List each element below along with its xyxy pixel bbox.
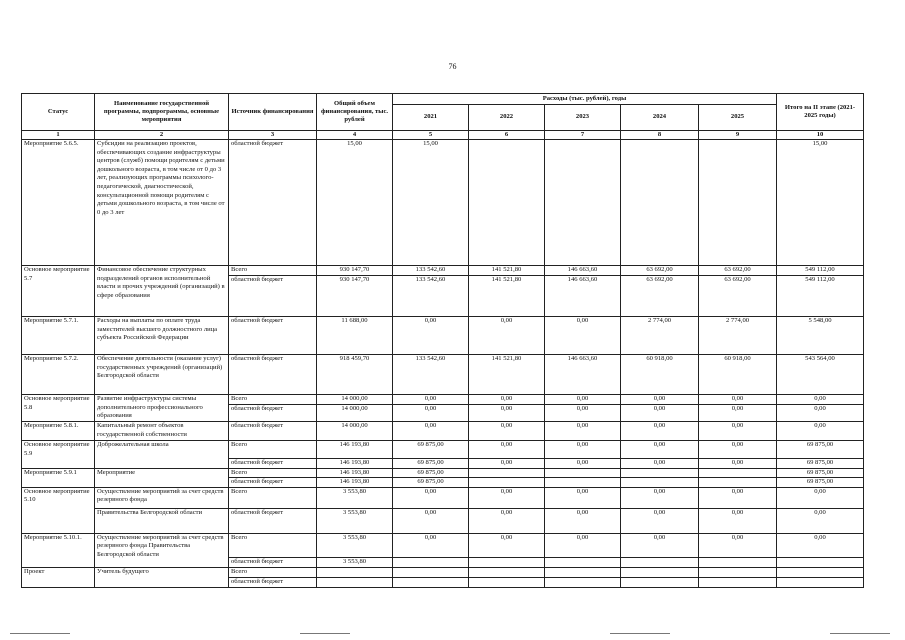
row-value-stage: 69 875,00 xyxy=(777,468,864,478)
row-value-y2023: 146 663,60 xyxy=(545,276,621,317)
row-value-y2022: 0,00 xyxy=(469,395,545,405)
table-row xyxy=(22,533,864,557)
row-value-y2024: 60 918,00 xyxy=(621,355,699,395)
row-value-stage: 5 548,00 xyxy=(777,317,864,355)
row-value-y2023: 0,00 xyxy=(545,459,621,469)
header-year-2023: 2023 xyxy=(545,105,621,131)
row-status: Мероприятие 5.6.5. xyxy=(22,140,95,266)
row-value-y2022 xyxy=(469,140,545,266)
row-value-y2025 xyxy=(699,140,777,266)
row-status: Основное мероприятие 5.10 xyxy=(22,487,95,533)
row-value-y2023: 0,00 xyxy=(545,395,621,405)
row-value-total: 930 147,70 xyxy=(317,276,393,317)
header-year-2021: 2021 xyxy=(393,105,469,131)
row-value-total: 3 553,80 xyxy=(317,557,393,567)
row-value-y2023: 0,00 xyxy=(545,422,621,441)
row-value-stage xyxy=(777,577,864,587)
row-value-y2025: 0,00 xyxy=(699,459,777,469)
row-value-y2023 xyxy=(545,577,621,587)
row-value-y2022: 0,00 xyxy=(469,405,545,422)
row-status: Мероприятие 5.9.1 xyxy=(22,468,95,487)
row-value-y2023 xyxy=(545,140,621,266)
header-status: Статус xyxy=(22,94,95,131)
row-value-y2025 xyxy=(699,557,777,567)
scan-rule xyxy=(300,633,350,634)
row-value-y2024 xyxy=(621,577,699,587)
row-value-y2024: 2 774,00 xyxy=(621,317,699,355)
row-value-y2023: 0,00 xyxy=(545,441,621,459)
row-value-stage: 69 875,00 xyxy=(777,459,864,469)
scan-rule xyxy=(10,633,70,634)
row-name: Осуществление мероприятий за счет средств резервного фонда Правительства Белгородской области xyxy=(95,533,229,567)
row-value-y2023 xyxy=(545,468,621,478)
table-row xyxy=(22,266,864,276)
row-value-y2024 xyxy=(621,478,699,488)
row-name: Учитель будущего xyxy=(95,567,229,587)
row-value-stage: 0,00 xyxy=(777,508,864,533)
row-value-y2025 xyxy=(699,468,777,478)
row-value-total: 14 000,00 xyxy=(317,405,393,422)
row-value-y2024 xyxy=(621,557,699,567)
row-value-total: 146 193,80 xyxy=(317,468,393,478)
row-status: Мероприятие 5.8.1. xyxy=(22,422,95,441)
table-row xyxy=(22,355,864,395)
row-source: областной бюджет xyxy=(229,276,317,317)
row-value-y2023: 0,00 xyxy=(545,405,621,422)
row-value-y2021: 0,00 xyxy=(393,487,469,508)
table-row xyxy=(22,441,864,459)
row-name: Развитие инфраструктуры системы дополнительного профессионального образования xyxy=(95,395,229,422)
row-source: областной бюджет xyxy=(229,355,317,395)
column-number: 10 xyxy=(777,131,864,140)
row-value-total: 146 193,80 xyxy=(317,459,393,469)
row-value-y2021: 133 542,60 xyxy=(393,276,469,317)
row-value-total: 3 553,80 xyxy=(317,508,393,533)
row-value-y2022: 141 521,80 xyxy=(469,266,545,276)
row-value-y2024: 0,00 xyxy=(621,487,699,508)
row-value-stage: 15,00 xyxy=(777,140,864,266)
row-status: Мероприятие 5.7.1. xyxy=(22,317,95,355)
row-status: Основное мероприятие 5.7 xyxy=(22,266,95,317)
row-value-total: 930 147,70 xyxy=(317,266,393,276)
row-status: Основное мероприятие 5.9 xyxy=(22,441,95,469)
row-value-y2025: 0,00 xyxy=(699,422,777,441)
row-value-y2021 xyxy=(393,567,469,577)
row-name: Капитальный ремонт объектов государственной собственности xyxy=(95,422,229,441)
row-value-y2024: 0,00 xyxy=(621,459,699,469)
row-value-y2025: 0,00 xyxy=(699,508,777,533)
row-value-total: 3 553,80 xyxy=(317,533,393,557)
row-value-stage: 0,00 xyxy=(777,533,864,557)
row-value-y2021: 0,00 xyxy=(393,317,469,355)
row-source: Всего xyxy=(229,567,317,577)
row-value-stage: 543 564,00 xyxy=(777,355,864,395)
row-value-y2025: 0,00 xyxy=(699,395,777,405)
table-row xyxy=(22,317,864,355)
header-expenses: Расходы (тыс. рублей), годы xyxy=(393,94,777,105)
row-status: Основное мероприятие 5.8 xyxy=(22,395,95,422)
header-name: Наименование государственной программы, подпрограммы, основные мероприятия xyxy=(95,94,229,131)
row-value-y2022: 141 521,80 xyxy=(469,355,545,395)
row-value-y2022: 0,00 xyxy=(469,533,545,557)
row-value-y2024: 63 692,00 xyxy=(621,266,699,276)
row-value-y2022: 0,00 xyxy=(469,422,545,441)
row-value-y2025: 0,00 xyxy=(699,405,777,422)
row-value-y2024 xyxy=(621,567,699,577)
column-number: 1 xyxy=(22,131,95,140)
row-value-y2024: 63 692,00 xyxy=(621,276,699,317)
row-value-y2022 xyxy=(469,567,545,577)
row-source: Всего xyxy=(229,441,317,459)
row-value-y2022: 0,00 xyxy=(469,317,545,355)
row-value-y2021: 0,00 xyxy=(393,422,469,441)
row-status: Мероприятие 5.10.1. xyxy=(22,533,95,567)
row-source: Всего xyxy=(229,533,317,557)
row-value-total: 146 193,80 xyxy=(317,478,393,488)
row-source: областной бюджет xyxy=(229,405,317,422)
header-total: Общий объем финансирования, тыс. рублей xyxy=(317,94,393,131)
row-value-y2025 xyxy=(699,577,777,587)
row-value-total: 3 553,80 xyxy=(317,487,393,508)
header-year-2024: 2024 xyxy=(621,105,699,131)
row-value-y2023: 0,00 xyxy=(545,317,621,355)
row-name: Осуществление мероприятий за счет средств резервного фонда xyxy=(95,487,229,508)
row-status: Проект xyxy=(22,567,95,587)
row-value-y2021 xyxy=(393,557,469,567)
row-source: Всего xyxy=(229,487,317,508)
row-value-total xyxy=(317,567,393,577)
page-number: 76 xyxy=(448,62,457,71)
row-value-y2023 xyxy=(545,567,621,577)
table-row xyxy=(22,567,864,577)
header-year-2022: 2022 xyxy=(469,105,545,131)
row-value-y2024 xyxy=(621,140,699,266)
row-value-y2025: 2 774,00 xyxy=(699,317,777,355)
row-value-y2025 xyxy=(699,567,777,577)
row-value-total: 918 459,70 xyxy=(317,355,393,395)
row-value-y2025: 0,00 xyxy=(699,441,777,459)
row-value-y2021: 15,00 xyxy=(393,140,469,266)
row-value-total: 146 193,80 xyxy=(317,441,393,459)
row-value-y2023: 0,00 xyxy=(545,508,621,533)
row-value-y2022 xyxy=(469,478,545,488)
row-name: Правительства Белгородской области xyxy=(95,508,229,533)
row-value-y2022 xyxy=(469,577,545,587)
row-source: областной бюджет xyxy=(229,508,317,533)
row-value-y2022 xyxy=(469,557,545,567)
row-value-stage: 0,00 xyxy=(777,395,864,405)
column-number: 7 xyxy=(545,131,621,140)
row-value-y2025: 0,00 xyxy=(699,533,777,557)
row-value-stage: 69 875,00 xyxy=(777,478,864,488)
row-name: Расходы на выплаты по оплате труда заместителей высшего должностного лица субъекта Российской Федерации xyxy=(95,317,229,355)
header-stage-total: Итого на II этапе (2021-2025 годы) xyxy=(777,94,864,131)
row-name: Финансовое обеспечение структурных подразделений органов исполнительной власти и прочих учреждений (организаций) в сфере образования xyxy=(95,266,229,317)
header-year-2025: 2025 xyxy=(699,105,777,131)
column-number: 4 xyxy=(317,131,393,140)
row-value-y2021: 0,00 xyxy=(393,508,469,533)
row-value-y2023: 146 663,60 xyxy=(545,355,621,395)
row-value-y2023 xyxy=(545,478,621,488)
row-value-y2024: 0,00 xyxy=(621,533,699,557)
row-value-y2023: 146 663,60 xyxy=(545,266,621,276)
column-number: 5 xyxy=(393,131,469,140)
row-value-stage: 0,00 xyxy=(777,487,864,508)
row-source: областной бюджет xyxy=(229,577,317,587)
row-value-y2025: 63 692,00 xyxy=(699,276,777,317)
column-number: 8 xyxy=(621,131,699,140)
row-value-y2021 xyxy=(393,577,469,587)
row-name: Мероприятие xyxy=(95,468,229,487)
table-row xyxy=(22,487,864,508)
scan-rule xyxy=(610,633,670,634)
row-value-y2023: 0,00 xyxy=(545,487,621,508)
row-value-stage xyxy=(777,557,864,567)
row-value-y2025: 60 918,00 xyxy=(699,355,777,395)
table-row xyxy=(22,395,864,405)
row-value-total: 14 000,00 xyxy=(317,422,393,441)
scan-rule xyxy=(830,633,890,634)
row-value-y2022: 0,00 xyxy=(469,441,545,459)
row-value-y2024: 0,00 xyxy=(621,395,699,405)
row-value-stage: 549 112,00 xyxy=(777,276,864,317)
row-value-y2025: 63 692,00 xyxy=(699,266,777,276)
header-source: Источник финансирования xyxy=(229,94,317,131)
row-value-total: 15,00 xyxy=(317,140,393,266)
row-source: Всего xyxy=(229,395,317,405)
row-source: областной бюджет xyxy=(229,140,317,266)
column-number: 3 xyxy=(229,131,317,140)
row-value-total xyxy=(317,577,393,587)
row-value-y2024: 0,00 xyxy=(621,508,699,533)
row-source: областной бюджет xyxy=(229,557,317,567)
row-value-y2022 xyxy=(469,468,545,478)
row-value-y2024: 0,00 xyxy=(621,422,699,441)
row-value-stage: 0,00 xyxy=(777,405,864,422)
row-source: областной бюджет xyxy=(229,459,317,469)
table-row xyxy=(22,468,864,478)
row-value-total: 11 688,00 xyxy=(317,317,393,355)
row-value-y2021: 69 875,00 xyxy=(393,478,469,488)
table-row xyxy=(22,422,864,441)
row-value-y2022: 141 521,80 xyxy=(469,276,545,317)
table-row xyxy=(22,140,864,266)
row-source: областной бюджет xyxy=(229,478,317,488)
row-value-y2021: 133 542,60 xyxy=(393,355,469,395)
column-number: 2 xyxy=(95,131,229,140)
row-value-y2021: 0,00 xyxy=(393,405,469,422)
row-value-y2021: 69 875,00 xyxy=(393,459,469,469)
row-name: Субсидии на реализацию проектов, обеспечивающих создание инфраструктуры центров (служб) помощи родителям с детьми дошкольного возраста, в том числе от 0 до 3 лет, реализующих программы психолого-педагогической, диагностической, консультационной помощи родителям с детьми дошкольного возраста, в том числе от 0 до 3 лет xyxy=(95,140,229,266)
budget-table xyxy=(21,93,864,588)
row-value-y2021: 69 875,00 xyxy=(393,441,469,459)
row-value-y2021: 133 542,60 xyxy=(393,266,469,276)
row-value-y2021: 69 875,00 xyxy=(393,468,469,478)
row-value-y2022: 0,00 xyxy=(469,487,545,508)
row-source: областной бюджет xyxy=(229,317,317,355)
row-value-total: 14 000,00 xyxy=(317,395,393,405)
row-value-stage: 549 112,00 xyxy=(777,266,864,276)
row-value-y2021: 0,00 xyxy=(393,533,469,557)
row-value-y2022: 0,00 xyxy=(469,508,545,533)
column-number: 9 xyxy=(699,131,777,140)
row-value-stage: 0,00 xyxy=(777,422,864,441)
row-value-stage: 69 875,00 xyxy=(777,441,864,459)
row-value-y2023 xyxy=(545,557,621,567)
row-source: областной бюджет xyxy=(229,422,317,441)
row-name: Доброжелательная школа xyxy=(95,441,229,469)
row-status: Мероприятие 5.7.2. xyxy=(22,355,95,395)
column-number: 6 xyxy=(469,131,545,140)
row-value-y2024: 0,00 xyxy=(621,441,699,459)
row-value-stage xyxy=(777,567,864,577)
table-row xyxy=(22,508,864,533)
row-value-y2023: 0,00 xyxy=(545,533,621,557)
row-source: Всего xyxy=(229,468,317,478)
row-source: Всего xyxy=(229,266,317,276)
row-value-y2024 xyxy=(621,468,699,478)
row-value-y2025 xyxy=(699,478,777,488)
row-value-y2024: 0,00 xyxy=(621,405,699,422)
row-value-y2025: 0,00 xyxy=(699,487,777,508)
row-value-y2021: 0,00 xyxy=(393,395,469,405)
row-name: Обеспечение деятельности (оказание услуг) государственных учреждений (организаций) Белгородской области xyxy=(95,355,229,395)
row-value-y2022: 0,00 xyxy=(469,459,545,469)
